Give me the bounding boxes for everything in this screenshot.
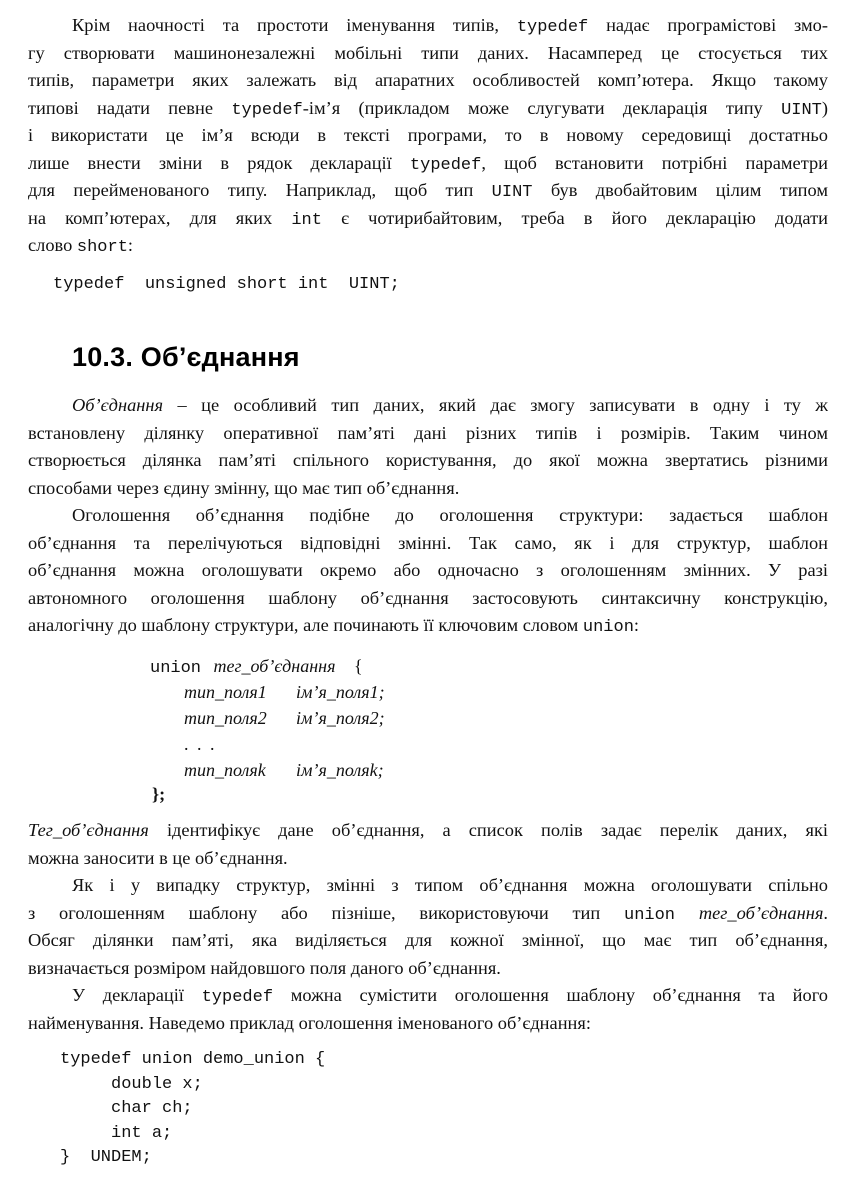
text-line (28, 150, 828, 178)
text-run: гу створювати машинонезалежні мобільні типи даних. Насамперед це стосується тих (28, 42, 828, 63)
text-run: на комп’ютерах, для яких (28, 207, 292, 228)
text-run: . (823, 902, 828, 923)
text-run: і використати це ім’я всюди в тексті програми, то в новому середовищі достатньо (28, 125, 828, 145)
inline-code: UINT (781, 100, 822, 120)
inline-code: short (76, 238, 128, 257)
text-run: був двобайтовим цілим типом (532, 180, 828, 200)
text-line (28, 612, 828, 640)
code-demo-union (60, 1048, 325, 1171)
text-line (28, 205, 828, 233)
union-keyword: union (150, 659, 202, 678)
section-heading: 10.3. Об’єднання (72, 342, 300, 372)
field-type: тип_поля2 (184, 708, 267, 728)
inline-code: typedef (231, 100, 303, 120)
inline-code: UINT (491, 183, 533, 202)
paragraph-union-declaration (28, 502, 828, 640)
text-line (28, 177, 828, 205)
text-line (28, 927, 828, 955)
text-line (28, 122, 828, 150)
text-run: – це особливий тип даних, який дає змогу записувати в одну і ту ж (163, 395, 828, 415)
text-run: Крім наочності та простоти іменування типів, (72, 15, 517, 35)
text-run: об’єднання та перелічуються відповідні змінні. Так само, як і для структур, шаблон (28, 532, 828, 553)
text-line (28, 392, 828, 420)
code-uint-declaration: typedef unsigned short int UINT; (53, 275, 400, 294)
text-run: автономного оголошення шаблону об’єднання застосовують синтаксичну конструкцію, (28, 587, 828, 608)
text-line (28, 872, 828, 900)
text-run: типові надати певне (28, 97, 232, 118)
field-type: тип_поляk (184, 760, 266, 780)
text-run: найменування. Наведемо приклад оголошення іменованого об’єднання: (28, 1012, 591, 1033)
text-run: : (633, 615, 640, 635)
inline-code: union (624, 905, 676, 925)
field-name: ім’я_поля1; (296, 682, 385, 702)
text-run (675, 903, 699, 923)
text-run: ідентифікує дане об’єднання, а список полів задає перелік даних, які (148, 820, 828, 840)
text-run: надає програмістові змо- (588, 15, 828, 35)
code-line: } UNDEM; (60, 1148, 152, 1167)
inline-code: typedef (516, 18, 589, 37)
text-line (28, 817, 828, 845)
paragraph-typedef-portability (28, 12, 828, 260)
code-line: char ch; (60, 1099, 193, 1118)
text-line (28, 557, 828, 585)
template-tag: тег_об’єднання (213, 656, 336, 676)
text-run: аналогічну до шаблону структури, але починають її ключовим словом (28, 615, 583, 635)
paragraph-union-definition (28, 392, 828, 502)
inline-code: union (582, 618, 634, 637)
text-run: Обсяг ділянки пам’яті, яка виділяється для кожної змінної, що має тип об’єднання, (28, 930, 828, 950)
field-name: ім’я_поля2; (296, 708, 385, 728)
text-line (28, 845, 828, 873)
text-line (28, 95, 828, 123)
text-run: для перейменованого типу. Наприклад, щоб тип (28, 180, 492, 200)
template-open-brace: { (353, 656, 363, 676)
text-run: встановлену ділянку оперативної пам’яті дані різних типів і розмірів. Таким чином (28, 422, 828, 443)
text-run: можна сумістити оголошення шаблону об’єднання та його (273, 985, 828, 1005)
text-run: лише внести зміни в рядок декларації (28, 152, 410, 173)
inline-code: int (291, 210, 322, 230)
template-close: }; (152, 784, 166, 804)
text-line (28, 447, 828, 475)
inline-code: typedef (409, 155, 482, 175)
text-run: Оголошення об’єднання подібне до оголошення структури: задається шаблон (72, 505, 828, 525)
text-run: об’єднання можна оголошувати окремо або одночасно з оголошенням змінних. У разі (28, 560, 828, 580)
text-line (28, 12, 828, 40)
text-line (28, 502, 828, 530)
text-run: способами через єдину змінну, що має тип об’єднання. (28, 477, 460, 498)
text-run: можна заносити в це об’єднання. (28, 847, 288, 868)
code-line: typedef union demo_union { (60, 1050, 326, 1069)
text-run: типів, параметри яких залежать від апаратних особливостей комп’ютера. Якщо такому (28, 70, 828, 90)
text-line (28, 955, 828, 983)
text-line (28, 530, 828, 558)
text-line (28, 1010, 828, 1038)
paragraph-typedef-union (28, 982, 828, 1037)
inline-code: typedef (201, 988, 274, 1007)
text-run: є чотирибайтовим, треба в його декларацію додати (321, 207, 828, 228)
italic-term: тег_об’єднання (698, 902, 824, 923)
text-line (28, 475, 828, 503)
text-run: з оголошенням шаблону або пізніше, використовуючи тип (28, 902, 624, 923)
text-line (28, 67, 828, 95)
text-line (28, 232, 828, 260)
text-run: Як і у випадку структур, змінні з типом об’єднання можна оголошувати спільно (72, 875, 828, 895)
field-name: ім’я_поляk; (296, 760, 384, 780)
paragraph-tag-description (28, 817, 828, 872)
italic-term: Об’єднання (72, 395, 164, 415)
field-ellipsis: . . . (184, 734, 217, 754)
text-line (28, 40, 828, 68)
text-line (28, 982, 828, 1010)
text-run: : (127, 235, 134, 255)
text-line (28, 420, 828, 448)
italic-term: Тег_об’єднання (28, 820, 149, 840)
code-line: int a; (60, 1123, 173, 1143)
text-line (28, 900, 828, 928)
text-line (28, 585, 828, 613)
text-run: -ім’я (прикладом може слугувати декларація типу (302, 97, 782, 118)
text-run: визначається розміром найдовшого поля даного об’єднання. (28, 957, 501, 978)
code-line: double x; (60, 1074, 203, 1094)
text-run: , щоб встановити потрібні параметри (481, 152, 828, 173)
text-run: ) (821, 97, 829, 118)
field-type: тип_поля1 (184, 682, 267, 702)
text-run: слово (28, 235, 77, 255)
text-run: У декларації (72, 985, 202, 1005)
paragraph-union-variables (28, 872, 828, 982)
text-run: створюється ділянка пам’яті спільного користування, до якої можна звертатись різними (28, 450, 828, 470)
